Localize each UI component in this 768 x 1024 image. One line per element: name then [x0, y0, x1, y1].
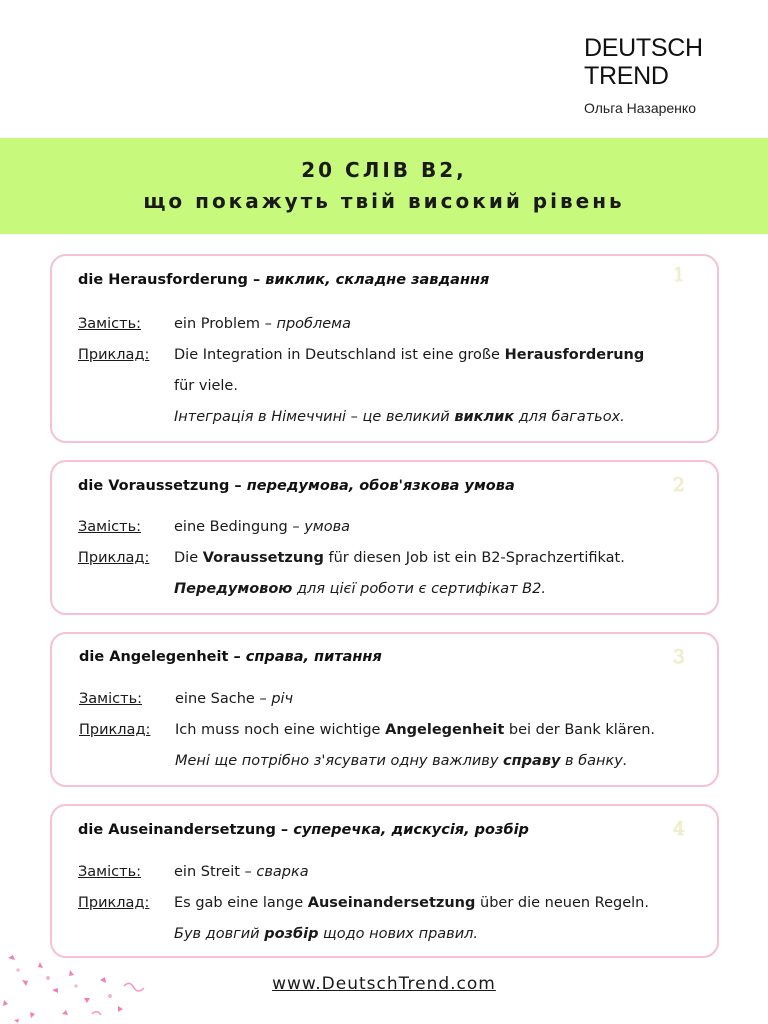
ukrainian-translation: виклик, складне завдання	[265, 272, 490, 288]
card-heading: die Voraussetzung – передумова, обов'язкова умова	[78, 478, 515, 494]
instead-german: eine Bedingung	[174, 519, 288, 535]
instead-german: ein Streit	[174, 864, 240, 880]
instead-ukrainian: річ	[271, 691, 294, 707]
word-card-2: die Voraussetzung – передумова, обов'язкова умова 2 Замість: eine Bedingung – умова Приклад: Die Voraussetzung für diesen Job ist ein B2-Sprachzertifikat. Передумовою для цієї роботи є сертифікат B2.	[50, 460, 719, 615]
example-keyword: Herausforderung	[504, 347, 645, 363]
instead-label: Замість:	[79, 691, 142, 707]
instead-label: Замість:	[78, 519, 141, 535]
card-heading: die Auseinandersetzung – суперечка, дискусія, розбір	[78, 822, 529, 838]
example-label: Приклад:	[78, 895, 150, 911]
example-keyword: Angelegenheit	[385, 722, 505, 738]
instead-german: ein Problem	[174, 316, 261, 332]
german-word: die Auseinandersetzung	[78, 822, 276, 838]
instead-label: Замість:	[78, 316, 141, 332]
word-card-1: die Herausforderung – виклик, складне завдання 1 Замість: ein Problem – проблема Приклад: Die Integration in Deutschland ist eine große Herausforderung für viele. Інтеграція в Німеччині – це великий виклик для багатьох.	[50, 254, 719, 443]
instead-ukrainian: сварка	[256, 864, 309, 880]
example-label: Приклад:	[78, 347, 150, 363]
instead-german: eine Sache	[175, 691, 255, 707]
card-number: 4	[672, 818, 685, 840]
title-banner	[0, 138, 768, 234]
author-name: Ольга Назаренко	[584, 100, 696, 116]
ukrainian-translation: справа, питання	[245, 649, 382, 665]
card-number: 1	[672, 264, 685, 286]
title-line-1: 20 СЛІВ В2,	[301, 158, 467, 182]
card-heading: die Angelegenheit – справа, питання	[79, 649, 382, 665]
example-label: Приклад:	[78, 550, 150, 566]
confetti-decoration	[0, 940, 170, 1024]
german-word: die Angelegenheit	[79, 649, 229, 665]
example-label: Приклад:	[79, 722, 151, 738]
ukrainian-translation: суперечка, дискусія, розбір	[293, 822, 529, 838]
translation-keyword: розбір	[264, 926, 319, 942]
card-number: 2	[672, 474, 685, 496]
card-heading: die Herausforderung – виклик, складне завдання	[78, 272, 490, 288]
instead-ukrainian: проблема	[276, 316, 352, 332]
title-line-2: що покажуть твій високий рівень	[143, 189, 625, 213]
instead-label: Замість:	[78, 864, 141, 880]
brand-logo	[584, 34, 703, 116]
instead-ukrainian: умова	[304, 519, 351, 535]
german-word: die Voraussetzung	[78, 478, 230, 494]
ukrainian-translation: передумова, обов'язкова умова	[246, 478, 515, 494]
translation-keyword: справу	[503, 753, 561, 769]
example-keyword: Auseinandersetzung	[307, 895, 476, 911]
example-keyword: Voraussetzung	[202, 550, 324, 566]
word-card-4: die Auseinandersetzung – суперечка, дискусія, розбір 4 Замість: ein Streit – сварка Приклад: Es gab eine lange Auseinandersetzung über die neuen Regeln. Був довгий розбір щодо нових правил.	[50, 804, 719, 958]
card-number: 3	[672, 646, 685, 668]
brand-name-line-1: DEUTSCH	[584, 34, 703, 62]
word-card-3: die Angelegenheit – справа, питання 3 Замість: eine Sache – річ Приклад: Ich muss noch eine wichtige Angelegenheit bei der Bank klären. Мені ще потрібно з'ясувати одну важливу справу в банку.	[50, 632, 719, 787]
german-word: die Herausforderung	[78, 272, 248, 288]
website-link[interactable]: www.DeutschTrend.com	[272, 974, 496, 994]
translation-keyword: Передумовою	[174, 581, 293, 597]
translation-keyword: виклик	[454, 409, 515, 425]
brand-name-line-2: TREND	[584, 62, 669, 90]
